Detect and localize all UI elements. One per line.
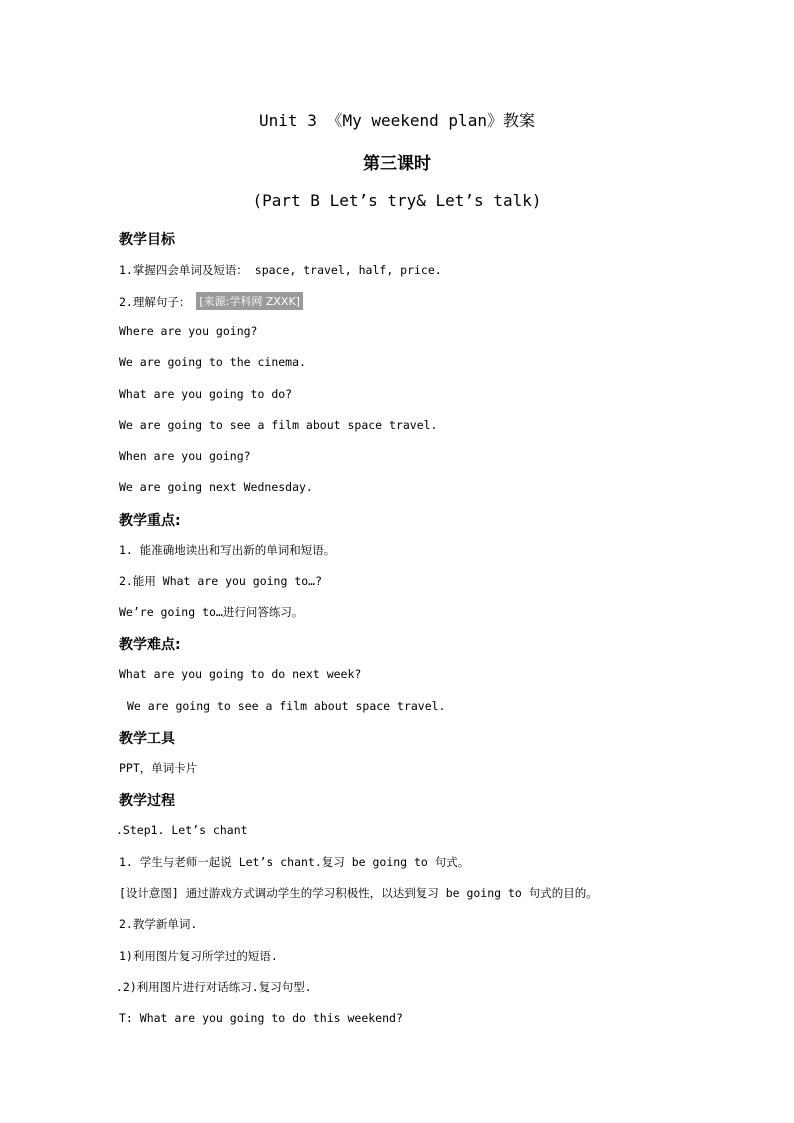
difficulties-heading: 教学难点:	[119, 637, 181, 653]
lesson-part: (Part B Let’s try& Let’s talk)	[252, 191, 542, 210]
sentence-3: What are you going to do?	[119, 387, 293, 401]
difficulty-sentence-1: What are you going to do next week?	[119, 667, 362, 681]
objective-item-2	[119, 292, 303, 310]
objectives-heading: 教学目标	[119, 232, 175, 248]
process-paragraph-5: T: What are you going to do this weekend?	[119, 1011, 403, 1025]
key-point-2: 2.能用 What are you going to…?	[119, 574, 323, 588]
process-paragraph-2: 2.教学新单词.	[119, 917, 198, 931]
key-point-3: We’re going to…进行问答练习。	[119, 605, 304, 619]
tools-heading: 教学工具	[119, 731, 175, 747]
difficulty-sentence-2: We are going to see a film about space travel.	[127, 699, 446, 713]
process-paragraph-1: 1. 学生与老师一起说 Let’s chant.复习 be going to 句式。	[119, 855, 470, 869]
sentence-6: We are going next Wednesday.	[119, 480, 313, 494]
process-design-intent: [设计意图] 通过游戏方式调动学生的学习积极性，以达到复习 be going to 句式的目的。	[119, 886, 598, 900]
objective-item-2-text: 2.理解句子：	[119, 295, 191, 309]
process-step-1: .Step1. Let’s chant	[116, 823, 248, 837]
sentence-4: We are going to see a film about space travel.	[119, 418, 438, 432]
sentence-5: When are you going?	[119, 449, 251, 463]
process-paragraph-4: .2)利用图片进行对话练习.复习句型.	[116, 980, 312, 994]
objective-item-1: 1.掌握四会单词及短语： space, travel, half, price.	[119, 263, 442, 277]
key-point-1: 1. 能准确地读出和写出新的单词和短语。	[119, 543, 336, 557]
sentence-2: We are going to the cinema.	[119, 355, 306, 369]
lesson-number: 第三课时	[363, 154, 431, 174]
tools-text: PPT，单词卡片	[119, 761, 198, 775]
key-points-heading: 教学重点:	[119, 513, 181, 529]
process-paragraph-3: 1)利用图片复习所学过的短语.	[119, 949, 278, 963]
source-watermark: [来源:学科网 ZXXK]	[196, 292, 303, 310]
document-title: Unit 3 《My weekend plan》教案	[259, 111, 535, 130]
process-heading: 教学过程	[119, 793, 175, 809]
sentence-1: Where are you going?	[119, 324, 258, 338]
